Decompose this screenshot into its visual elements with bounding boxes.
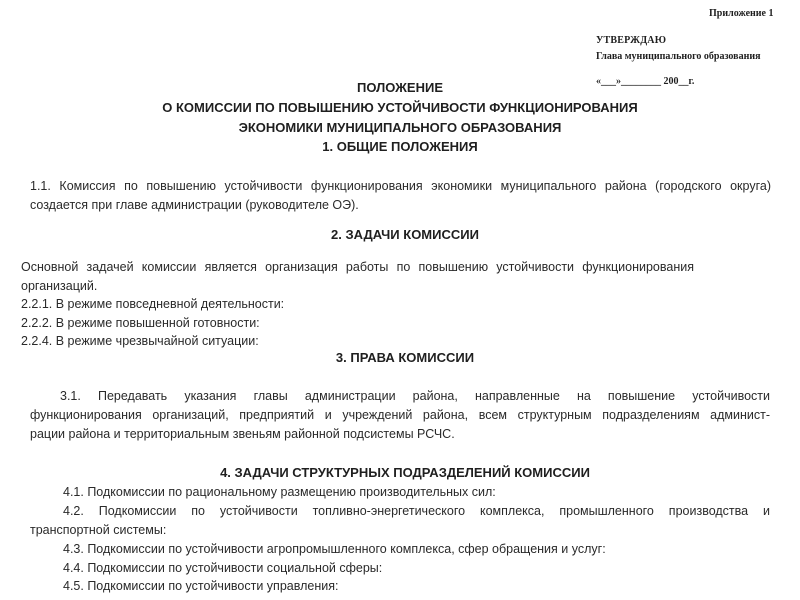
approval-date: «___»________ 200__г. <box>596 76 695 87</box>
section-3-heading: 3. ПРАВА КОМИССИИ <box>335 350 475 365</box>
attachment-label: Приложение 1 <box>709 8 774 19</box>
approval-stamp-title: УТВЕРЖДАЮ <box>596 35 667 46</box>
approval-signer: Глава муниципального образования <box>596 51 761 62</box>
section-1-paragraph-line2: создается при главе администрации (руководителе ОЭ). <box>30 198 359 212</box>
section-2-item-3: 2.2.4. В режиме чрезвычайной ситуации: <box>21 334 259 348</box>
section-3-paragraph-line3: рации района и территориальным звеньям районной подсистемы РСЧС. <box>30 427 455 441</box>
section-3-paragraph-line2: функционирования организаций, предприятий и учреждений района, всем структурным подразделениям админист- <box>30 408 770 422</box>
section-4-item-2-line1: 4.2. Подкомиссии по устойчивости топливно-энергетического комплекса, промышленного производства и <box>63 504 770 518</box>
section-4-item-4: 4.4. Подкомиссии по устойчивости социальной сферы: <box>63 561 383 575</box>
section-4-item-2-line2: транспортной системы: <box>30 523 167 537</box>
section-2-item-2: 2.2.2. В режиме повышенной готовности: <box>21 316 260 330</box>
section-2-paragraph-line1: Основной задачей комиссии является организация работы по повышению устойчивости функционирования <box>21 260 694 274</box>
document-subtitle-line2: ЭКОНОМИКИ МУНИЦИПАЛЬНОГО ОБРАЗОВАНИЯ <box>238 120 562 135</box>
section-1-heading: 1. ОБЩИЕ ПОЛОЖЕНИЯ <box>322 139 478 154</box>
document-title: ПОЛОЖЕНИЕ <box>356 80 444 95</box>
section-4-heading: 4. ЗАДАЧИ СТРУКТУРНЫХ ПОДРАЗДЕЛЕНИЙ КОМИССИИ <box>220 465 590 480</box>
section-4-item-3: 4.3. Подкомиссии по устойчивости агропромышленного комплекса, сфер обращения и услуг: <box>63 542 606 556</box>
section-1-paragraph-line1: 1.1. Комиссия по повышению устойчивости функционирования экономики муниципального района (городского округа) <box>30 179 771 193</box>
document-subtitle-line1: О КОМИССИИ ПО ПОВЫШЕНИЮ УСТОЙЧИВОСТИ ФУНКЦИОНИРОВАНИЯ <box>162 100 638 115</box>
section-4-item-1: 4.1. Подкомиссии по рациональному размещению производительных сил: <box>63 485 496 499</box>
section-3-paragraph-line1: 3.1. Передавать указания главы администрации района, направленные на повышение устойчивости <box>60 389 770 403</box>
section-2-heading: 2. ЗАДАЧИ КОМИССИИ <box>331 227 479 242</box>
section-2-paragraph-line2: организаций. <box>21 279 98 293</box>
section-2-item-1: 2.2.1. В режиме повседневной деятельности: <box>21 297 285 311</box>
section-4-item-5: 4.5. Подкомиссии по устойчивости управления: <box>63 579 339 593</box>
